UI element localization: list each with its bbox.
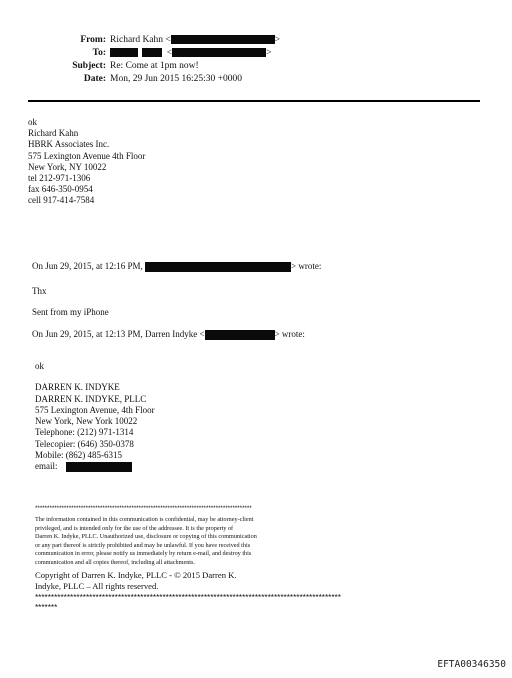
quote1-line: Thx [32, 286, 47, 296]
quote1-line: Sent from my iPhone [32, 307, 109, 317]
disclaimer-stars-bottom: ************************************************************************************************ [35, 593, 341, 602]
disclaimer-line: communication in error, please notify us immediately by return e-mail, and destroy this [35, 550, 252, 558]
from-value: Richard Kahn < > [110, 35, 281, 45]
redaction-block [145, 262, 291, 272]
disclaimer-line: or any part thereof is strictly prohibited and may be unlawful. If you have received this [35, 541, 251, 549]
redaction-block [171, 35, 275, 44]
disclaimer-line: Darren K. Indyke, PLLC. Unauthorized use, disclosure or copying of this communication [35, 533, 257, 541]
date-value: Mon, 29 Jun 2015 16:25:30 +0000 [110, 74, 243, 84]
redaction-block [172, 48, 266, 57]
quote2-line: DARREN K. INDYKE [35, 382, 120, 393]
date-label: Date: [83, 74, 106, 84]
quote2-line: Telecopier: (646) 350-0378 [35, 438, 134, 449]
disclaimer-line: communication and all copies thereof, including all attachments. [35, 558, 195, 566]
quote-intro-1: On Jun 29, 2015, at 12:16 PM, > wrote: [32, 261, 322, 271]
redaction-block [110, 48, 138, 57]
copyright-line: Copyright of Darren K. Indyke, PLLC - © 2015 Darren K. [35, 570, 237, 580]
copyright-line: Indyke, PLLC – All rights reserved. [35, 580, 159, 591]
to-label: To: [92, 48, 106, 58]
from-name: Richard Kahn < [110, 35, 171, 45]
redaction-block [142, 48, 162, 57]
signature-line: cell 917-414-7584 [28, 195, 95, 206]
header-divider [28, 100, 480, 102]
disclaimer-line: The information contained in this communication is confidential, may be attorney-client [35, 516, 254, 523]
quote2-body [35, 361, 155, 473]
disclaimer-stars-bottom-2: ******* [35, 603, 58, 612]
document-id: EFTA00346350 [437, 659, 506, 670]
signature-line: 575 Lexington Avenue 4th Floor [28, 150, 146, 161]
quote2-spacer [35, 372, 155, 382]
quote2-line: New York, New York 10022 [35, 416, 138, 427]
quote2-line: 575 Lexington Avenue, 4th Floor [35, 404, 155, 415]
disclaimer-line: privileged, and is intended only for the use of the addressee. It is the property of [35, 524, 234, 532]
signature-line: fax 646-350-0954 [28, 184, 93, 195]
subject-value: Re: Come at 1pm now! [110, 61, 199, 71]
from-label: From: [80, 35, 106, 45]
redaction-block [205, 330, 275, 340]
quote2-line: ok [35, 361, 44, 371]
signature-line: HBRK Associates Inc. [28, 139, 110, 150]
email-line [35, 461, 155, 472]
signature-line: ok [28, 117, 37, 127]
signature-line: Richard Kahn [28, 128, 79, 139]
quote2-line: Telephone: (212) 971-1314 [35, 427, 134, 438]
disclaimer-stars-top: ****************************************************************************************** [35, 505, 252, 512]
disclaimer-text [35, 516, 257, 568]
quote2-line: DARREN K. INDYKE, PLLC [35, 393, 147, 404]
copyright-text [35, 570, 237, 591]
quote2-line: Mobile: (862) 485-6315 [35, 450, 122, 461]
email-label: email: [35, 461, 58, 472]
signature-line: tel 212-971-1306 [28, 173, 91, 184]
redaction-block [66, 462, 132, 472]
quote-intro-2: On Jun 29, 2015, at 12:13 PM, Darren Indyke < > wrote: [32, 329, 305, 339]
signature-line: New York, NY 10022 [28, 161, 107, 172]
to-value: < > [110, 47, 271, 60]
reply-signature [28, 117, 145, 207]
subject-label: Subject: [72, 61, 106, 71]
